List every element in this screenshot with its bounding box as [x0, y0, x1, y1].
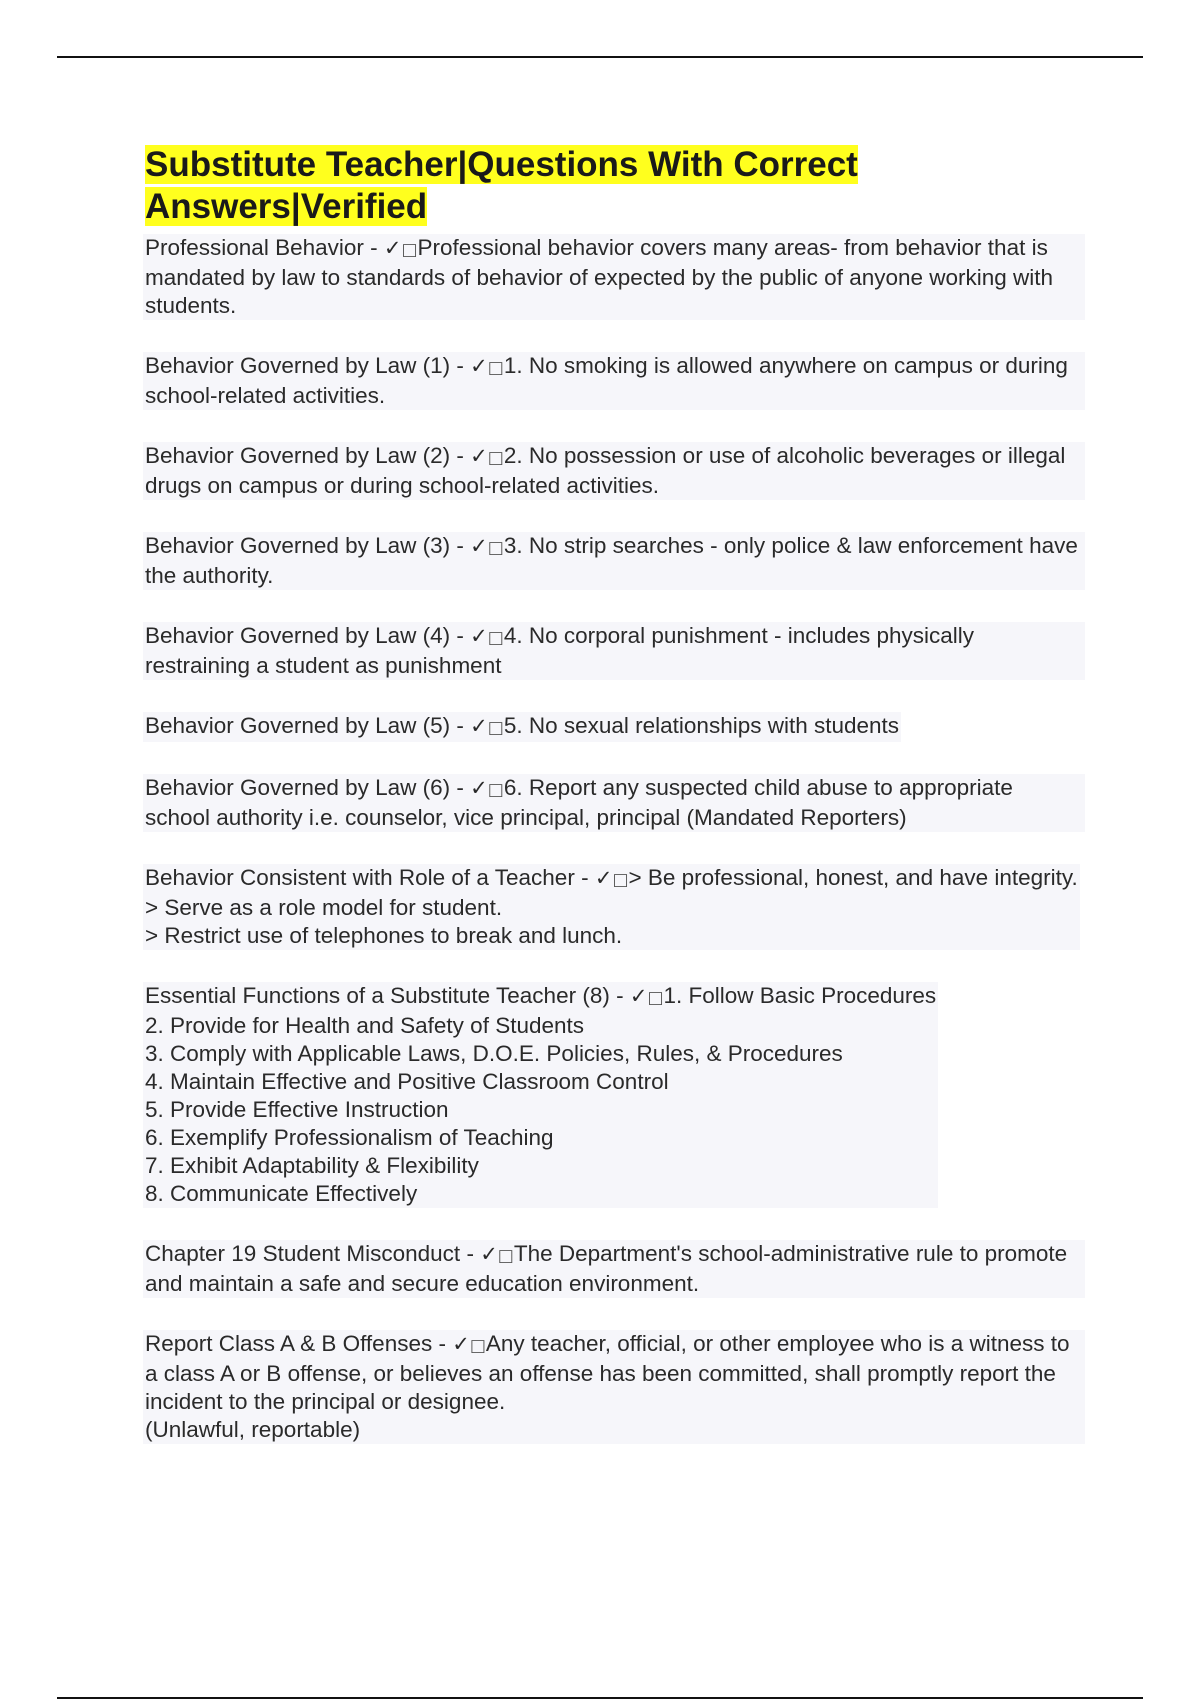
term-separator: - — [450, 623, 471, 648]
missing-glyph-box-icon: □ — [469, 1336, 486, 1356]
flashcard-text — [143, 712, 901, 742]
flashcard-answer: Any teacher, official, or other employee who is a witness to a class A or B offense, or believes an offense has been committed, shall promptly report the incident to the principal or designee. (Unlawful, reportable) — [145, 1331, 1070, 1442]
flashcard-list — [145, 234, 1085, 1444]
flashcard-text — [143, 864, 1080, 950]
flashcard-text — [143, 442, 1085, 500]
flashcard-term: Essential Functions of a Substitute Teacher (8) — [145, 983, 610, 1008]
flashcard-entry — [145, 712, 1085, 742]
flashcard-entry — [145, 774, 1085, 832]
checkmark-icon: ✓ — [470, 624, 488, 648]
term-separator: - — [450, 713, 471, 738]
flashcard-answer: 1. No smoking is allowed anywhere on campus or during school-related activities. — [145, 353, 1068, 408]
missing-glyph-box-icon: □ — [487, 628, 504, 648]
flashcard-entry — [145, 352, 1085, 410]
document-body — [145, 144, 1085, 1444]
flashcard-answer: 2. No possession or use of alcoholic beverages or illegal drugs on campus or during school-related activities. — [145, 443, 1066, 498]
flashcard-text — [143, 352, 1085, 410]
flashcard-text — [143, 982, 938, 1208]
flashcard-term: Behavior Governed by Law (4) — [145, 623, 451, 648]
checkmark-icon: ✓ — [470, 354, 488, 378]
term-separator: - — [460, 1241, 481, 1266]
term-separator: - — [450, 775, 471, 800]
flashcard-answer: Professional behavior covers many areas- from behavior that is mandated by law to standards of behavior of expected by the public of anyone working with students. — [145, 235, 1054, 318]
flashcard-entry — [145, 1330, 1085, 1444]
flashcard-term: Report Class A & B Offenses — [145, 1331, 433, 1356]
term-separator: - — [432, 1331, 453, 1356]
checkmark-icon: ✓ — [594, 866, 613, 890]
flashcard-answer: > Be professional, honest, and have integrity. > Serve as a role model for student. > Restrict use of telephones to break and lunch. — [145, 865, 1078, 948]
flashcard-term: Chapter 19 Student Misconduct — [145, 1241, 461, 1266]
missing-glyph-box-icon: □ — [487, 780, 504, 800]
flashcard-entry — [145, 982, 1085, 1208]
flashcard-text — [143, 1330, 1085, 1444]
term-separator: - — [363, 235, 384, 260]
checkmark-icon: ✓ — [470, 534, 488, 558]
flashcard-entry — [145, 622, 1085, 680]
flashcard-text — [143, 234, 1085, 320]
checkmark-icon: ✓ — [383, 236, 402, 260]
term-separator: - — [609, 983, 630, 1008]
flashcard-term: Behavior Consistent with Role of a Teacher — [145, 865, 575, 890]
flashcard-entry — [145, 442, 1085, 500]
flashcard-text — [143, 532, 1085, 590]
flashcard-term: Behavior Governed by Law (6) — [145, 775, 451, 800]
flashcard-term: Professional Behavior — [145, 235, 364, 260]
checkmark-icon: ✓ — [480, 1242, 498, 1266]
checkmark-icon: ✓ — [470, 714, 488, 738]
flashcard-answer: 5. No sexual relationships with students — [503, 713, 900, 738]
term-separator: - — [574, 865, 595, 890]
flashcard-entry — [145, 1240, 1085, 1298]
flashcard-text — [143, 774, 1085, 832]
checkmark-icon: ✓ — [629, 984, 648, 1008]
missing-glyph-box-icon: □ — [497, 1246, 514, 1266]
flashcard-text — [143, 1240, 1085, 1298]
flashcard-entry — [145, 864, 1085, 950]
flashcard-answer: 3. No strip searches - only police & law enforcement have the authority. — [145, 533, 1078, 588]
flashcard-answer: 6. Report any suspected child abuse to appropriate school authority i.e. counselor, vice principal, principal (Mandated Reporters) — [145, 775, 1013, 830]
flashcard-term: Behavior Governed by Law (1) — [145, 353, 451, 378]
flashcard-text — [143, 622, 1085, 680]
flashcard-answer: The Department's school-administrative rule to promote and maintain a safe and secure education environment. — [145, 1241, 1068, 1296]
document-title: Substitute Teacher|Questions With Correct Answers|Verified — [145, 145, 858, 226]
missing-glyph-box-icon: □ — [487, 718, 504, 738]
missing-glyph-box-icon: □ — [647, 988, 664, 1008]
checkmark-icon: ✓ — [470, 776, 488, 800]
term-separator: - — [450, 353, 471, 378]
flashcard-answer: 1. Follow Basic Procedures 2. Provide for Health and Safety of Students 3. Comply with Applicable Laws, D.O.E. Policies, Rules, & Procedures 4. Maintain Effective and Positive Classroom Control 5. Provide Effective Instruction 6. Exemplify Professionalism of Teaching 7. Exhibit Adaptability & Flexibility 8. Communicate Effectively — [145, 983, 937, 1206]
checkmark-icon: ✓ — [470, 444, 488, 468]
missing-glyph-box-icon: □ — [487, 538, 504, 558]
flashcard-term: Behavior Governed by Law (5) — [145, 713, 451, 738]
flashcard-answer: 4. No corporal punishment - includes physically restraining a student as punishment — [145, 623, 975, 678]
missing-glyph-box-icon: □ — [612, 870, 629, 890]
missing-glyph-box-icon: □ — [487, 448, 504, 468]
term-separator: - — [450, 443, 471, 468]
flashcard-term: Behavior Governed by Law (2) — [145, 443, 451, 468]
missing-glyph-box-icon: □ — [487, 358, 504, 378]
flashcard-term: Behavior Governed by Law (3) — [145, 533, 451, 558]
term-separator: - — [450, 533, 471, 558]
page-bottom-rule — [57, 1697, 1143, 1699]
checkmark-icon: ✓ — [452, 1332, 470, 1356]
flashcard-entry — [145, 532, 1085, 590]
page-top-rule — [57, 56, 1143, 58]
flashcard-entry — [145, 234, 1085, 320]
missing-glyph-box-icon: □ — [401, 240, 418, 260]
